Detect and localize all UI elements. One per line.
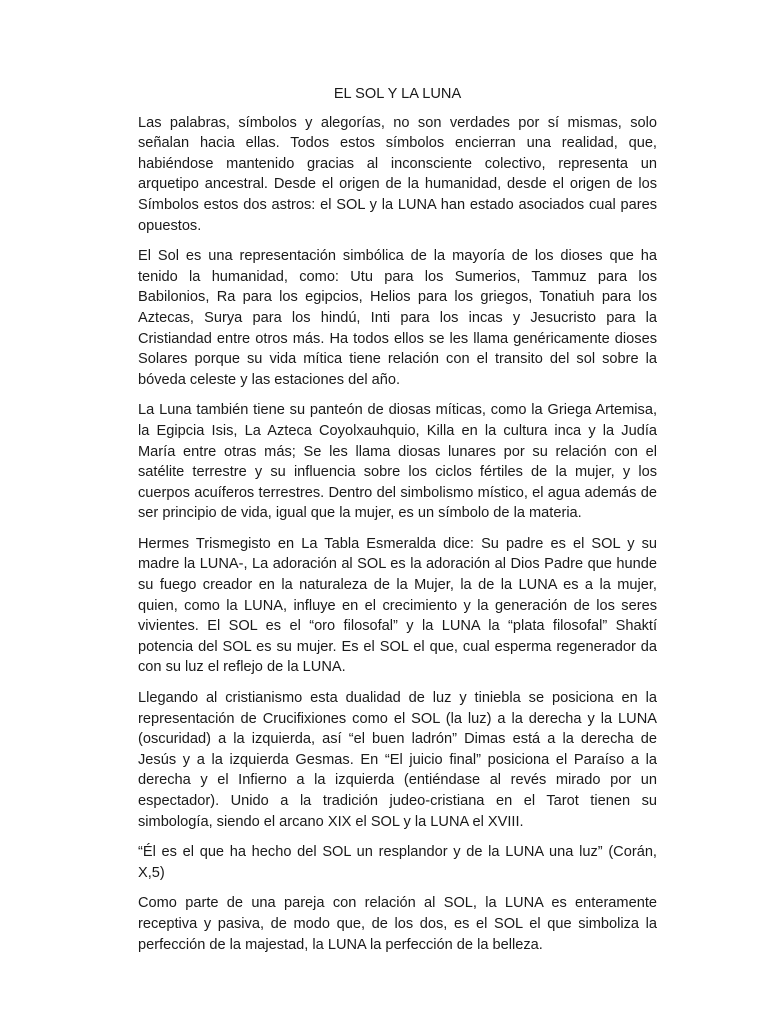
- paragraph-cristianismo: Llegando al cristianismo esta dualidad de luz y tiniebla se posiciona en la representación de Crucifixiones como el SOL (la luz) a la derecha y la LUNA (oscuridad) a la izquierda, así “el buen ladrón” Dimas está a la derecha de Jesús y a la izquierda Gesmas. En “El juicio final” posiciona el Paraíso a la derecha y el Infierno a la izquierda (entiéndase al revés mirado por un espectador). Unido a la tradición judeo-cristiana en el Tarot tienen su simbología, siendo el arcano XIX el SOL y la LUNA el XVIII.: [138, 690, 657, 830]
- paragraph-luna: La Luna también tiene su panteón de diosas míticas, como la Griega Artemisa, la Egipcia Isis, La Azteca Coyolxauhquio, Killa en la cultura inca y la Judía María entre otras más; Se les llama diosas lunares por su relación con el satélite terrestre y su influencia sobre los ciclos fértiles de la mujer, y los cuerpos acuíferos terrestres. Dentro del simbolismo místico, el agua además de ser principio de vida, igual que la mujer, es un símbolo de la materia.: [138, 402, 657, 522]
- paragraph-pareja: Como parte de una pareja con relación al SOL, la LUNA es enteramente receptiva y pasiva, de modo que, de los dos, es el SOL el que simboliza la perfección de la majestad, la LUNA la perfección de la belleza.: [138, 895, 657, 953]
- paragraph-intro: Las palabras, símbolos y alegorías, no son verdades por sí mismas, solo señalan hacia ellas. Todos estos símbolos encierran una realidad, que, habiéndose mantenido gracias al inconsciente colectivo, representa un arquetipo ancestral. Desde el origen de la humanidad, desde el origen de los Símbolos estos dos astros: el SOL y la LUNA han estado asociados cual pares opuestos.: [138, 114, 657, 234]
- page-title: EL SOL Y LA LUNA: [333, 86, 462, 102]
- paragraph-hermes: Hermes Trismegisto en La Tabla Esmeralda dice: Su padre es el SOL y su madre la LUNA-, La adoración al SOL es la adoración al Dios Padre que hunde su fuego creador en la naturaleza de la Mujer, la de la LUNA es a la mujer, quien, como la LUNA, influye en el crecimiento y la generación de los seres vivientes. El SOL es el “oro filosofal” y la LUNA la “plata filosofal” Shaktí potencia del SOL es su mujer. Es el SOL el que, cual esperma regenerador da con su luz el reflejo de la LUNA.: [138, 535, 657, 676]
- paragraph-coran-quote: “Él es el que ha hecho del SOL un resplandor y de la LUNA una luz” (Corán, X,5): [138, 844, 657, 881]
- document-page: [138, 84, 657, 965]
- paragraph-sol: El Sol es una representación simbólica de la mayoría de los dioses que ha tenido la humanidad, como: Utu para los Sumerios, Tammuz para los Babilonios, Ra para los egipcios, Helios para los griegos, Tonatiuh para los Aztecas, Surya para los hindú, Inti para los incas y Jesucristo para la Cristiandad entre otros más. Ha todos ellos se les llama genéricamente dioses Solares porque su vida mítica tiene relación con el transito del sol sobre la bóveda celeste y las estaciones del año.: [138, 248, 657, 388]
